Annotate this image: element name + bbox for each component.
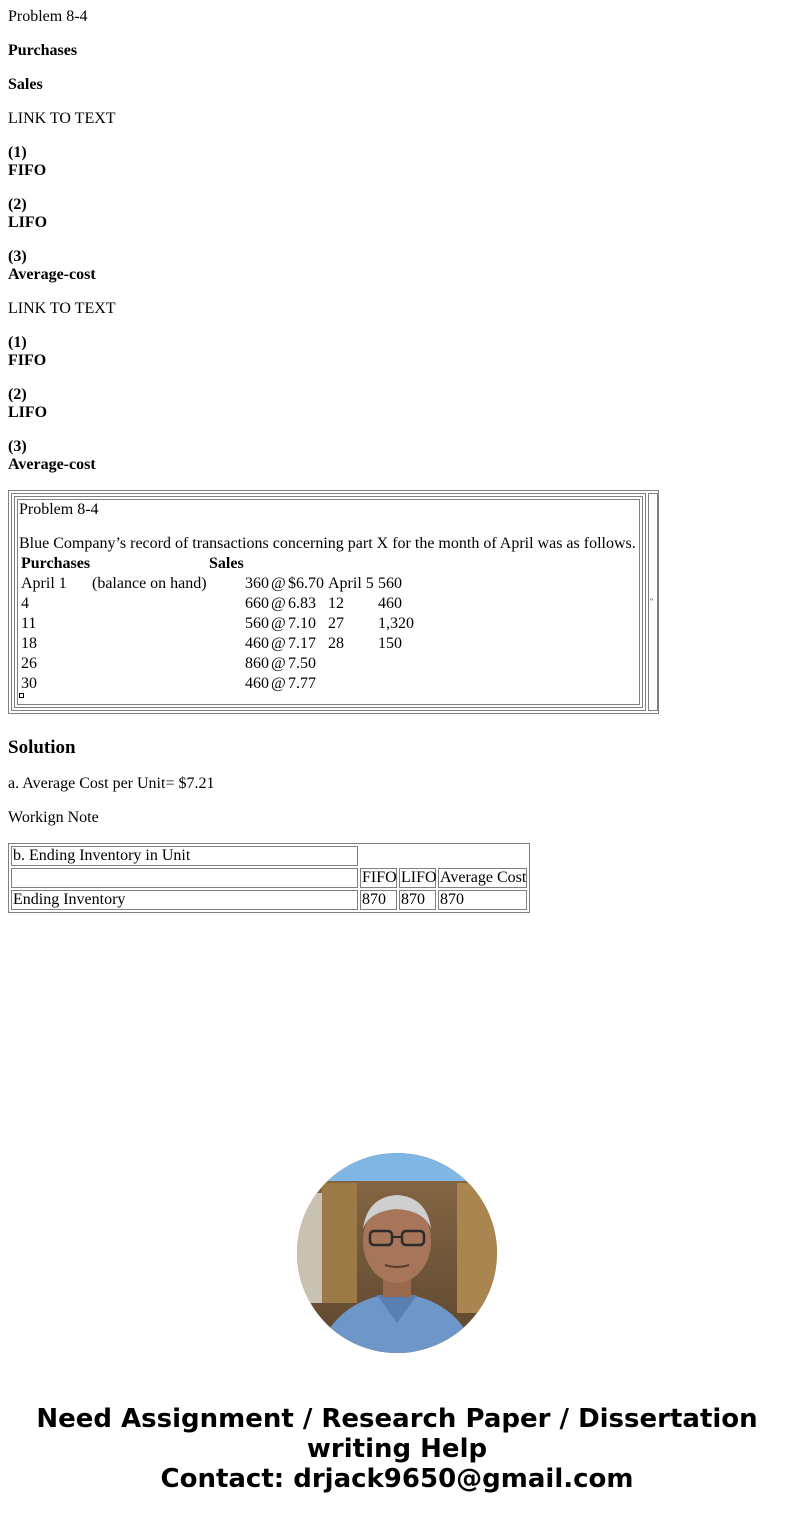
small-box-marker xyxy=(19,693,24,698)
footer-contact xyxy=(0,1404,794,1494)
row-sale-units: 560 xyxy=(378,575,402,592)
row-at-sign: @ xyxy=(271,635,286,652)
side-frame xyxy=(648,493,658,711)
solution-heading: Solution xyxy=(8,737,76,758)
list1-num-3: (3) xyxy=(8,248,27,265)
problem-title: Problem 8-4 xyxy=(8,8,88,25)
row-unit-cost: 7.10 xyxy=(288,615,316,632)
purchases-heading: Purchases xyxy=(8,42,78,59)
row-unit-cost: 7.77 xyxy=(288,675,316,692)
list2-label-fifo: FIFO xyxy=(8,352,47,369)
header-lifo: LIFO xyxy=(401,869,437,886)
row-sale-units: 150 xyxy=(378,635,402,652)
row-date: 4 xyxy=(21,595,29,612)
list1-label-average-cost: Average-cost xyxy=(8,266,96,283)
problem-box-sales-header: Sales xyxy=(209,555,244,572)
row-at-sign: @ xyxy=(271,615,286,632)
list1-label-fifo: FIFO xyxy=(8,162,47,179)
list2-num-3: (3) xyxy=(8,438,27,455)
value-lifo: 870 xyxy=(399,890,436,910)
row-date: 26 xyxy=(21,655,37,672)
row-sale-date: 12 xyxy=(328,595,344,612)
list2-num-1: (1) xyxy=(8,334,27,351)
row-unit-cost: 6.83 xyxy=(288,595,316,612)
value-average-cost: 870 xyxy=(438,890,527,910)
row-sale-date: 27 xyxy=(328,615,344,632)
average-cost-text: a. Average Cost per Unit= $7.21 xyxy=(8,775,215,792)
row-units: 860 xyxy=(245,655,269,672)
author-avatar xyxy=(297,1153,497,1353)
table-title-cell: b. Ending Inventory in Unit xyxy=(11,846,358,866)
link-to-text-1[interactable]: LINK TO TEXT xyxy=(8,110,116,127)
row-sale-date: 28 xyxy=(328,635,344,652)
row-unit-cost: 7.17 xyxy=(288,635,316,652)
row-date: 18 xyxy=(21,635,37,652)
ending-inventory-table xyxy=(8,843,530,913)
row-at-sign: @ xyxy=(271,655,286,672)
problem-box-inner-frame xyxy=(14,496,643,708)
link-to-text-2[interactable]: LINK TO TEXT xyxy=(8,300,116,317)
problem-box-content xyxy=(17,499,640,705)
row-sale-units: 460 xyxy=(378,595,402,612)
problem-box-description: Blue Company’s record of transactions concerning part X for the month of April was as follows. xyxy=(19,535,636,552)
row-date: 11 xyxy=(21,615,37,632)
list2-label-average-cost: Average-cost xyxy=(8,456,96,473)
row-date: April 1 xyxy=(21,575,67,592)
working-note-text: Workign Note xyxy=(8,809,99,826)
header-fifo: FIFO xyxy=(362,869,397,886)
row-at-sign: @ xyxy=(271,675,286,692)
row-sale-units: 1,320 xyxy=(378,615,414,632)
row-date: 30 xyxy=(21,675,37,692)
row-label-ending-inventory: Ending Inventory xyxy=(11,890,358,910)
problem-box xyxy=(8,490,659,714)
list1-label-lifo: LIFO xyxy=(8,214,48,231)
problem-box-title: Problem 8-4 xyxy=(19,501,99,518)
table-header-empty-cell xyxy=(11,868,358,888)
problem-box-frame xyxy=(11,493,646,711)
row-at-sign: @ xyxy=(271,595,286,612)
row-at-sign: @ xyxy=(271,575,286,592)
row-units: 360 xyxy=(245,575,269,592)
footer-line-2: writing Help xyxy=(306,1434,488,1464)
row-note: (balance on hand) xyxy=(92,575,207,592)
row-sale-date: April 5 xyxy=(328,575,374,592)
list2-label-lifo: LIFO xyxy=(8,404,48,421)
list1-num-1: (1) xyxy=(8,144,27,161)
row-units: 560 xyxy=(245,615,269,632)
row-units: 660 xyxy=(245,595,269,612)
row-units: 460 xyxy=(245,675,269,692)
row-unit-cost: $6.70 xyxy=(288,575,324,592)
list1-num-2: (2) xyxy=(8,196,27,213)
header-average-cost: Average Cost xyxy=(440,869,527,886)
problem-box-purchases-header: Purchases xyxy=(21,555,91,572)
footer-line-3[interactable]: Contact: drjack9650@gmail.com xyxy=(160,1464,634,1494)
sales-heading: Sales xyxy=(8,76,43,93)
quote-mark-icon: '' xyxy=(650,597,654,607)
row-units: 460 xyxy=(245,635,269,652)
footer-line-1: Need Assignment / Research Paper / Dissertation xyxy=(36,1404,758,1434)
list2-num-2: (2) xyxy=(8,386,27,403)
row-unit-cost: 7.50 xyxy=(288,655,316,672)
value-fifo: 870 xyxy=(360,890,397,910)
